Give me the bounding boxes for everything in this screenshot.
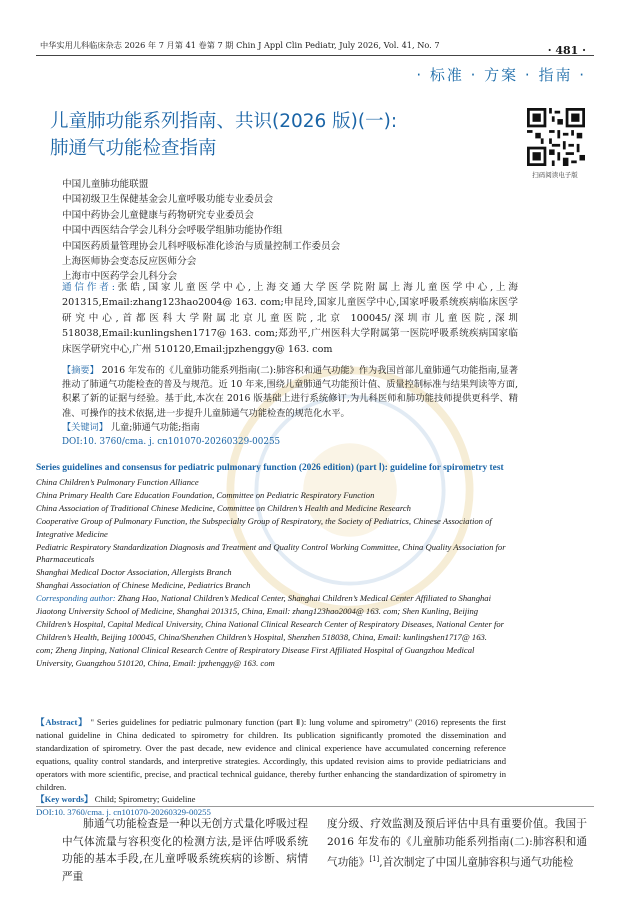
english-author-group: China Children’s Pulmonary Function Alliance — [36, 477, 199, 487]
body-column-left — [62, 816, 308, 886]
english-author-groups — [36, 476, 506, 670]
english-front-matter — [36, 462, 506, 670]
author-group: 中国中西医结合学会儿科分会呼吸学组肺功能协作组 — [62, 225, 283, 237]
english-corr-text: Zhang Hao, National Children’s Medical Center, Shanghai Children’s Medical Center Affiliated to Shanghai Jiaotong University School of Medicine, Shanghai 201315, China, Email: zhang123hao2004@ 163. com; Shen Kunling, Beijing Children’s Hospital, Capital Medical University, China National Clinical Research Center of Respiratory Diseases, National Center for Children’s Health, Beijing 100045, China/Shenzhen Children’s Hospital, Shenzhen 518038, China, Email: kunlingshen1717@ 163. com; Zheng Jinping, National Clinical Research Centre of Respiratory Disease First Affiliated Hospital of Guangzhou Medical University, Guangzhou 510120, China, Email: jpzhenggy@ 163. com — [36, 593, 505, 668]
author-group: 上海市中医药学会儿科分会 — [62, 271, 178, 283]
english-author-group: China Association of Traditional Chinese Medicine, Committee on Children’s Health and Medicine Research — [36, 502, 411, 513]
header-rule — [36, 55, 594, 56]
english-author-group: Pediatric Respiratory Standardization Diagnosis and Treatment and Quality Control Working Committee, China Quality Association for Pharmaceuticals — [36, 541, 506, 565]
corresponding-authors — [62, 280, 518, 357]
english-author-group: China Primary Health Care Education Foundation, Committee on Pediatric Respiratory Function — [36, 489, 375, 500]
body-paragraph-cont: ,首次制定了中国儿童肺容积与通气功能检 — [379, 856, 574, 869]
body-column-right — [327, 816, 587, 872]
citation-ref[interactable]: [1] — [369, 855, 380, 863]
qr-code-icon[interactable] — [527, 108, 585, 166]
en-abstract-text: " Series guidelines for pediatric pulmonary function (part Ⅱ): lung volume and spirometry" (2016) represents the first national guideline in China dedicated to spirometry for children. Its publication significantly promoted the dissemination and standardization of spirometry. Over the past decade, new evidence and clinical experience have accumulated concerning reference equations, quality control standards, and interpretive strategies. Accordingly, this updated revision aims to provide pediatricians and operators with more scientific, precise, and practical technical guidance, thereby further enhancing the standardization of spirometry in children. — [36, 717, 506, 792]
english-author-group: Shanghai Medical Doctor Association, Allergists Branch — [36, 567, 232, 578]
cn-abstract-text: 2016 年发布的《儿童肺功能系列指南(二):肺容积和通气功能》作为我国首部儿童肺通气功能指南,显著推动了肺通气功能检查的普及与规范。近 10 年来,围绕儿童肺通气功能预计值、质量控制标准与结果判读等方面,积累了新的证据与经验。基于此,本次在 2016 版基础上进行系统修订,为儿科医师和肺功能技师提供更科学、精准、可操作的技术依据,进一步提升儿童肺通气功能检查的规范化水平。 — [62, 365, 519, 419]
english-author-group: Shanghai Association of Chinese Medicine, Pediatrics Branch — [36, 580, 251, 591]
abstract-divider — [36, 806, 594, 807]
english-corr-label: Corresponding author: — [36, 593, 116, 604]
cn-doi-link[interactable]: DOI:10. 3760/cma. j. cn101070-20260329-00255 — [62, 437, 281, 448]
cn-abstract-label: 【摘要】 — [62, 365, 99, 376]
en-doi-link[interactable]: DOI:10. 3760/cma. j. cn101070-20260329-00255 — [36, 807, 211, 818]
corr-text: 张皓,国家儿童医学中心,上海交通大学医学院附属上海儿童医学中心,上海 201315,Email:zhang123hao2004@ 163. com;申昆玲,国家儿童医学中心,国家呼吸系统疾病临床医学研究中心,首都医科大学附属北京儿童医院,北京 100045/深圳市儿童医院,深圳 518038,Email:kunlingshen1717@ 163. com;郑劲平,广州医科大学附属第一医院呼吸系统疾病国家临床医学研究中心,广州 510120,Email:jpzhenggy@ 163. com — [62, 282, 519, 355]
article-title — [50, 108, 470, 162]
chinese-abstract — [62, 364, 518, 449]
author-group: 中国初级卫生保健基金会儿童呼吸功能专业委员会 — [62, 194, 274, 206]
english-abstract — [36, 716, 506, 819]
cn-keywords-text: 儿童;肺通气功能;指南 — [110, 421, 200, 433]
body-paragraph: 肺通气功能检查是一种以无创方式量化呼吸过程中气体流量与容积变化的检测方法,是评估呼吸系统功能的基本手段,在儿童呼吸系统疾病的诊断、病情严重 — [62, 818, 308, 883]
author-group: 中国医药质量管理协会儿科呼吸标准化诊治与质量控制工作委员会 — [62, 240, 341, 252]
author-group: 中国中药协会儿童健康与药物研究专业委员会 — [62, 209, 254, 221]
title-line-2: 肺通气功能检查指南 — [50, 138, 217, 159]
page-number: · 481 · — [547, 44, 586, 57]
qr-caption: 扫码阅读电子版 — [532, 171, 578, 179]
cn-keywords-label: 【关键词】 — [62, 421, 108, 433]
english-author-group: Cooperative Group of Pulmonary Function, the Subspecialty Group of Respiratory, the Society of Pediatrics, Chinese Association of Integrative Medicine — [36, 515, 492, 539]
body-paragraph: 度分级、疗效监测及预后评估中具有重要价值。我国于 2016 年发布的《儿童肺功能系列指南(二):肺容积和通气功能》 — [327, 818, 587, 869]
running-head: 中华实用儿科临床杂志 2026 年 7 月第 41 卷第 7 期 Chin J Appl Clin Pediatr, July 2026, Vol. 41, No. 7 — [40, 40, 440, 50]
column-label: · 标准 · 方案 · 指南 · — [416, 66, 586, 84]
title-line-1: 儿童肺功能系列指南、共识(2026 版)(一): — [50, 111, 398, 132]
author-group: 中国儿童肺功能联盟 — [62, 179, 149, 190]
en-keywords-label: 【Key words】 — [36, 794, 93, 805]
en-keywords-text: Child; Spirometry; Guideline — [92, 794, 196, 805]
author-group: 上海医师协会变态反应医师分会 — [62, 256, 197, 268]
author-groups — [62, 177, 532, 285]
corr-label: 通信作者: — [62, 282, 115, 293]
en-abstract-label: 【Abstract】 — [36, 717, 88, 727]
english-title: Series guidelines and consensus for pediatric pulmonary function (2026 edition) (part Ⅰ): guideline for spirometry test — [36, 463, 504, 473]
english-corresponding-authors — [36, 592, 506, 669]
